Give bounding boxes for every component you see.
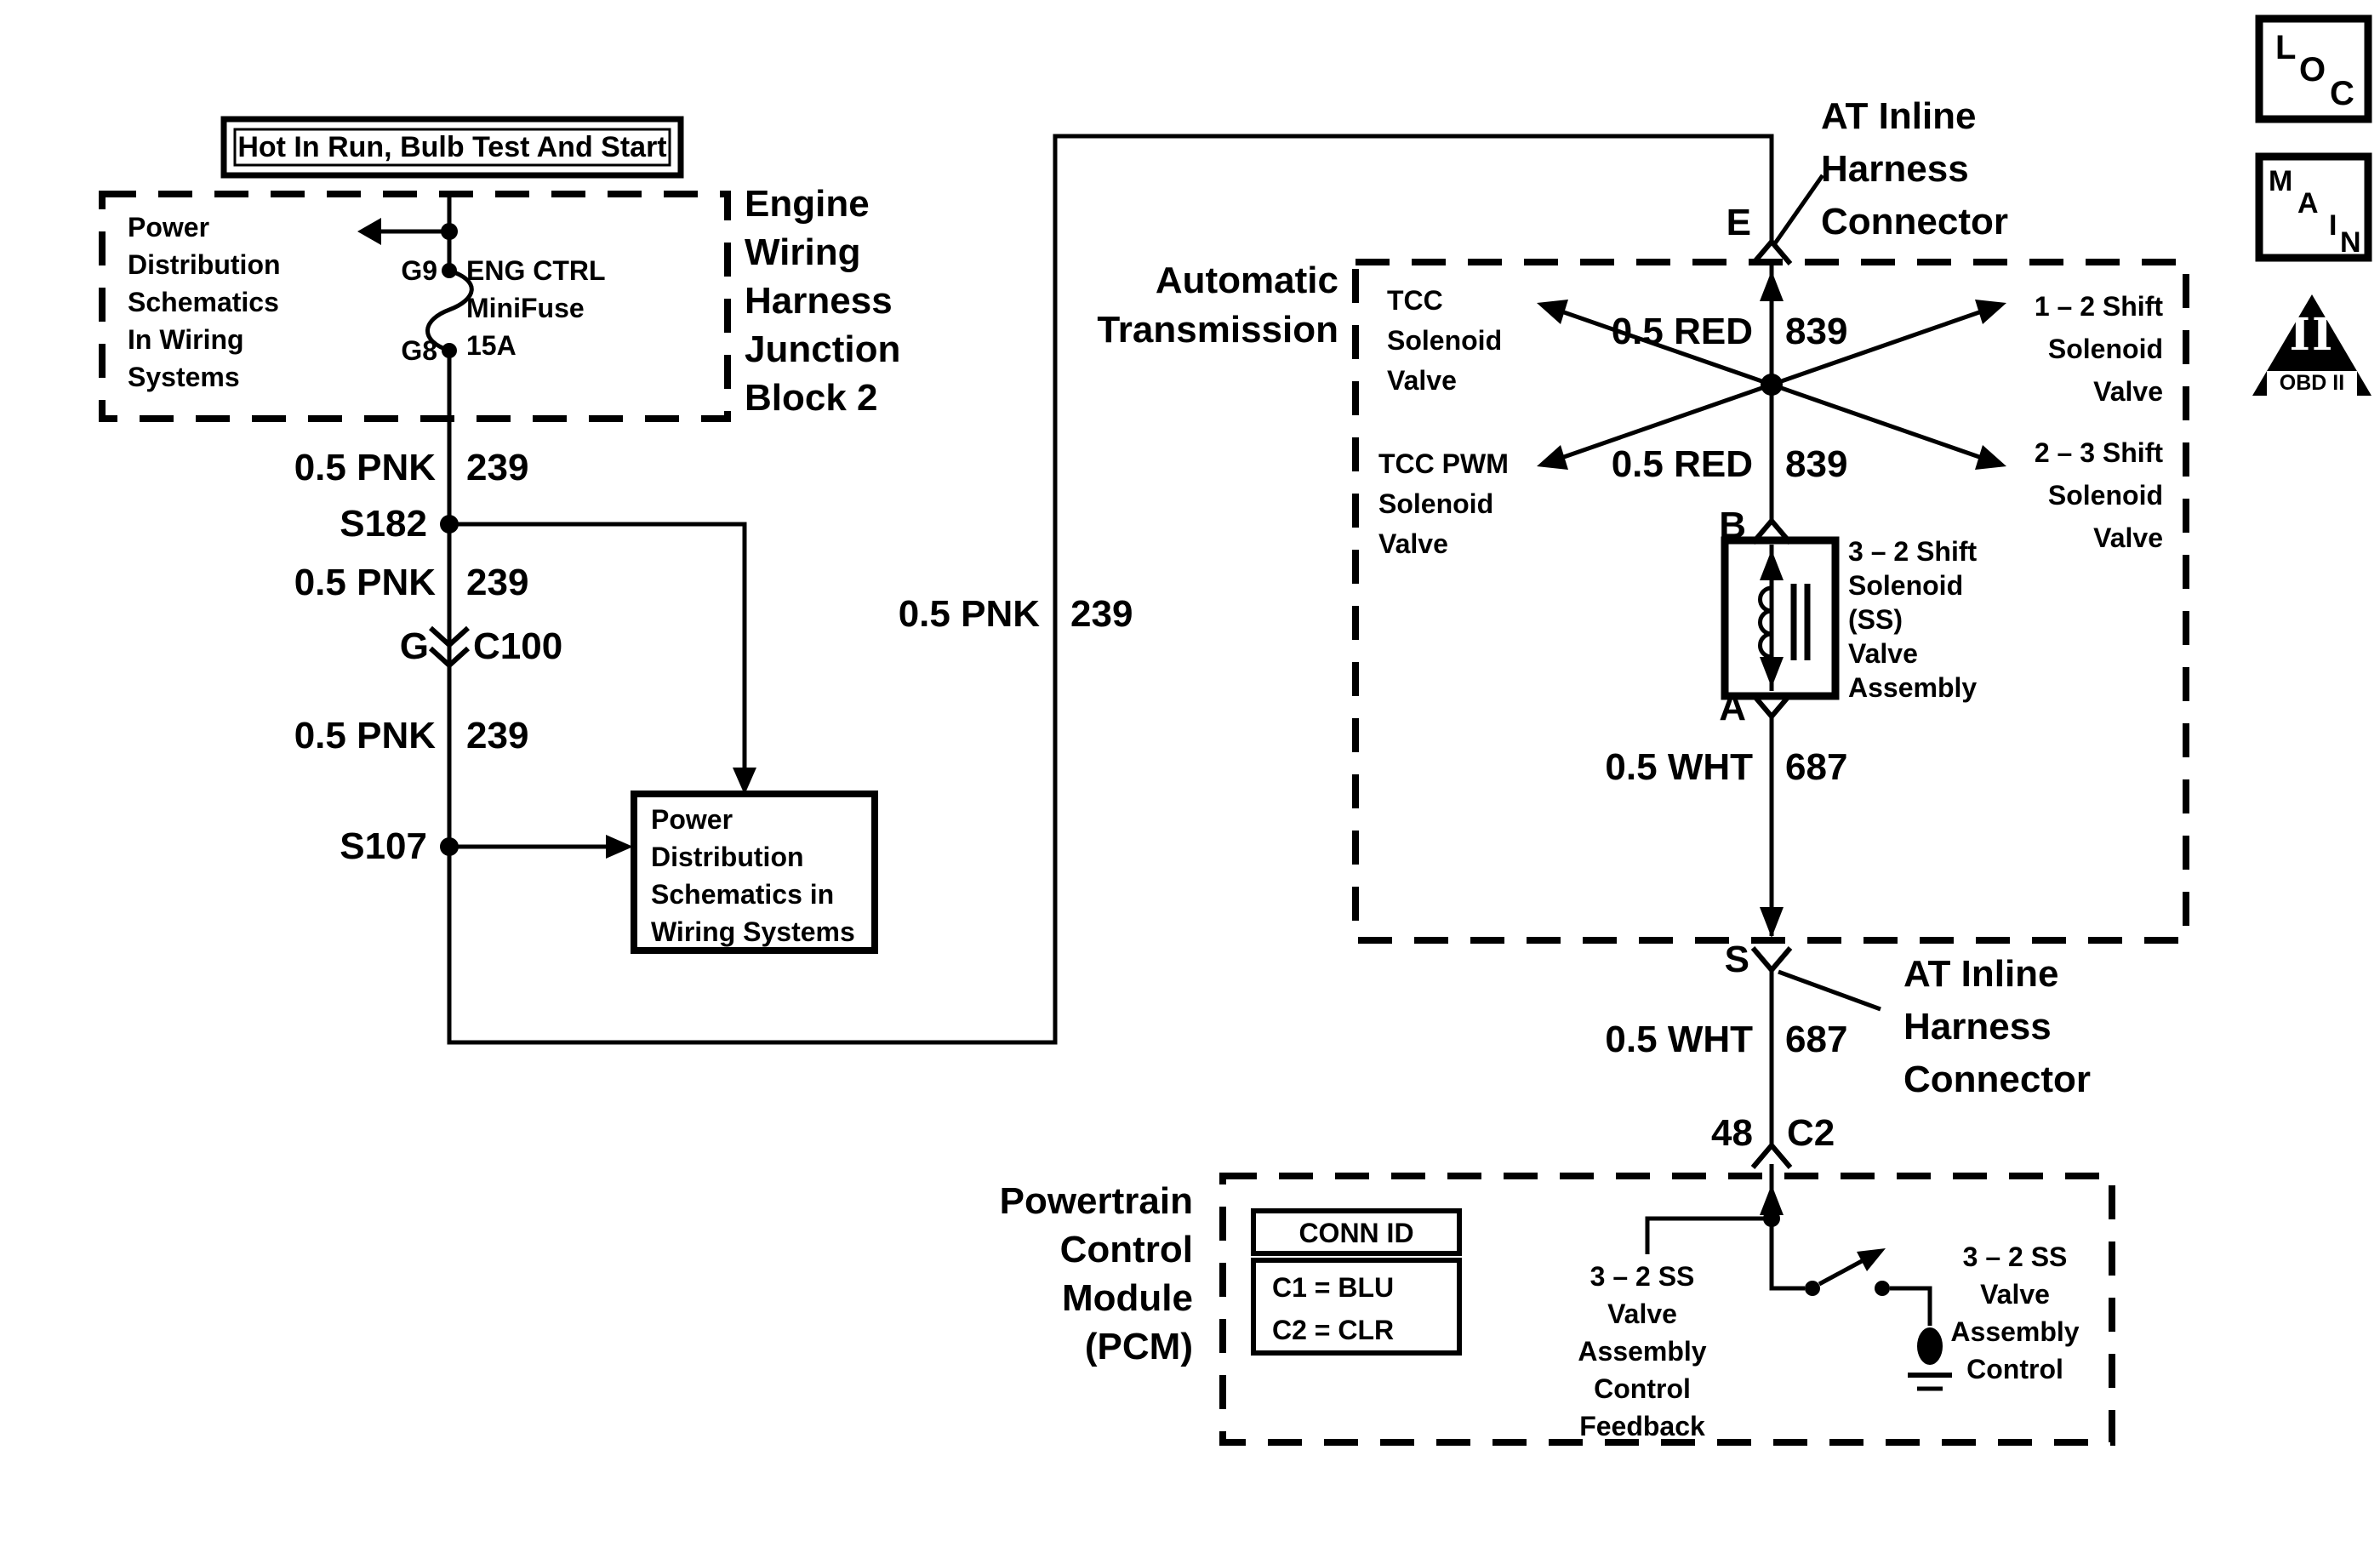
tcc-solenoid-valve: TCC Solenoid Valve: [1387, 285, 1503, 396]
splice-s182: S182: [340, 503, 427, 545]
fuse-pin-g9: G9: [401, 255, 437, 286]
c100-id: C100: [473, 625, 563, 667]
ss-control-feedback-label: 3 – 2 SS Valve Assembly Control Feedback: [1578, 1261, 1707, 1441]
arrowhead-ss-down: [1760, 657, 1784, 688]
circuit-label-seg1: 239: [466, 447, 529, 488]
arrowhead-s107-right: [606, 835, 633, 859]
arrowhead-shift23: [1975, 445, 2006, 470]
at-inline-connector-bottom: AT Inline Harness Connector: [1903, 953, 2091, 1100]
connector-pin-e: E: [1726, 202, 1751, 243]
conn-id-rows: C1 = BLU C2 = CLR: [1272, 1272, 1395, 1345]
shift-2-3-solenoid-valve: 2 – 3 Shift Solenoid Valve: [2034, 437, 2163, 553]
pcm-terminal-48: 48: [1711, 1112, 1753, 1154]
circuit-label-wht-upper: 687: [1785, 746, 1848, 788]
junction-block-ref: Power Distribution Schematics In Wiring Systems: [128, 212, 281, 392]
fuse-terminal-g8: [442, 343, 457, 358]
pcm-junction-dot: [1763, 1210, 1780, 1227]
circuit-label-seg3: 239: [466, 715, 529, 756]
wire-label-seg3: 0.5 PNK: [294, 715, 436, 756]
junction-block-title: Engine Wiring Harness Junction Block 2: [745, 183, 901, 419]
conn-id-header: CONN ID: [1298, 1218, 1414, 1248]
fuse-terminal-g9: [442, 263, 457, 278]
solenoid-core-bars: [1794, 584, 1807, 660]
ss-pin-a: A: [1719, 687, 1746, 728]
at-inline-connector-top: AT Inline Harness Connector: [1821, 95, 2008, 243]
arrowhead-tcc: [1537, 300, 1568, 324]
ss-valve-assembly-label: 3 – 2 Shift Solenoid (SS) Valve Assembly: [1848, 536, 1978, 703]
wiring-diagram-page: Hot In Run, Bulb Test And Start Power Distribution Schematics In Wiring Systems G9 G8 ENG CTRL MiniFuse 15A Engine Wiring Harness Junction Block 2 0.5 PNK 239 S182 0.5 PNK 239 G C100 0.5 PNK 239 S107 Power Distribution Schematics in Wiring Systems 0.5 PNK 239 Automatic Transmission E AT Inline Harness Connector TCC Solenoid Valve 1 – 2 Shift Solenoid Valve TCC PWM Solenoid Valve 2 – 3 Shift Solenoid Valve 0.5 RED 839 0.5 RED 839 B 3 – 2 Shift Solenoid (SS) Valve Assembly A 0.5 WHT 687 S AT Inline Harness Connector 0.5 WHT 687 48 C2 Powertrain Control Module (PCM) CONN ID C1 = BLU C2 = CLR 3 – 2 SS Valve Assembly Control Feedback 3 – 2 SS Valve Assembly Control L O C M A I N II OBD II: [0, 0, 2380, 1564]
tcc-pwm-solenoid-valve: TCC PWM Solenoid Valve: [1378, 448, 1509, 559]
transmission-title: Automatic Transmission: [1097, 260, 1338, 351]
wire-label-seg1: 0.5 PNK: [294, 447, 436, 488]
arrowhead-tccpwm: [1537, 445, 1568, 470]
hot-note: Hot In Run, Bulb Test And Start: [237, 131, 667, 163]
arrowhead-trans-bottom: [1760, 907, 1784, 938]
fuse-label: ENG CTRL MiniFuse 15A: [466, 255, 606, 361]
arrowhead-ss-up: [1760, 550, 1784, 580]
wire-label-wht-upper: 0.5 WHT: [1605, 746, 1753, 788]
arrowhead-switch: [1857, 1248, 1886, 1271]
pcm-title: Powertrain Control Module (PCM): [999, 1180, 1193, 1367]
junction-dot-feed: [441, 223, 458, 240]
splice-s107: S107: [340, 825, 427, 867]
wire-label-red-lower: 0.5 RED: [1611, 443, 1753, 485]
shift-1-2-solenoid-valve: 1 – 2 Shift Solenoid Valve: [2034, 291, 2163, 407]
splice-s182-dot: [440, 515, 459, 534]
circuit-label-red-lower: 839: [1785, 443, 1848, 485]
circuit-label-red-upper: 839: [1785, 311, 1848, 352]
obd2-numeral: II: [2289, 309, 2335, 361]
transmission-junction-dot: [1761, 374, 1783, 396]
splice-s107-dot: [440, 837, 459, 856]
arrowhead-shift12: [1975, 300, 2006, 324]
switch-blade: [1819, 1261, 1862, 1284]
circuit-label-loop: 239: [1070, 593, 1133, 635]
ss-pin-b: B: [1719, 505, 1746, 546]
ss-control-label: 3 – 2 SS Valve Assembly Control: [1950, 1241, 2080, 1384]
arrowhead-trans-up: [1760, 271, 1784, 301]
switch-contact-right: [1875, 1281, 1890, 1296]
arrowhead-left-feed: [357, 218, 381, 245]
wire-label-loop: 0.5 PNK: [898, 593, 1040, 635]
circuit-label-wht-lower: 687: [1785, 1019, 1848, 1060]
switch-contact-left: [1805, 1281, 1820, 1296]
ss-valve-assembly-box: [1725, 540, 1835, 696]
wire-label-wht-lower: 0.5 WHT: [1605, 1019, 1753, 1060]
power-dist-ref: Power Distribution Schematics in Wiring Systems: [651, 804, 855, 947]
connector-chevron-icons: [431, 242, 1790, 1167]
connector-pin-s: S: [1724, 939, 1749, 980]
wire-label-seg2: 0.5 PNK: [294, 562, 436, 603]
pcm-connector-c2: C2: [1787, 1112, 1835, 1154]
circuit-label-seg2: 239: [466, 562, 529, 603]
fuse-pin-g8: G8: [401, 335, 437, 366]
obd2-label: OBD II: [2267, 371, 2357, 396]
c100-pin: G: [399, 625, 429, 667]
wire-label-red-upper: 0.5 RED: [1611, 311, 1753, 352]
